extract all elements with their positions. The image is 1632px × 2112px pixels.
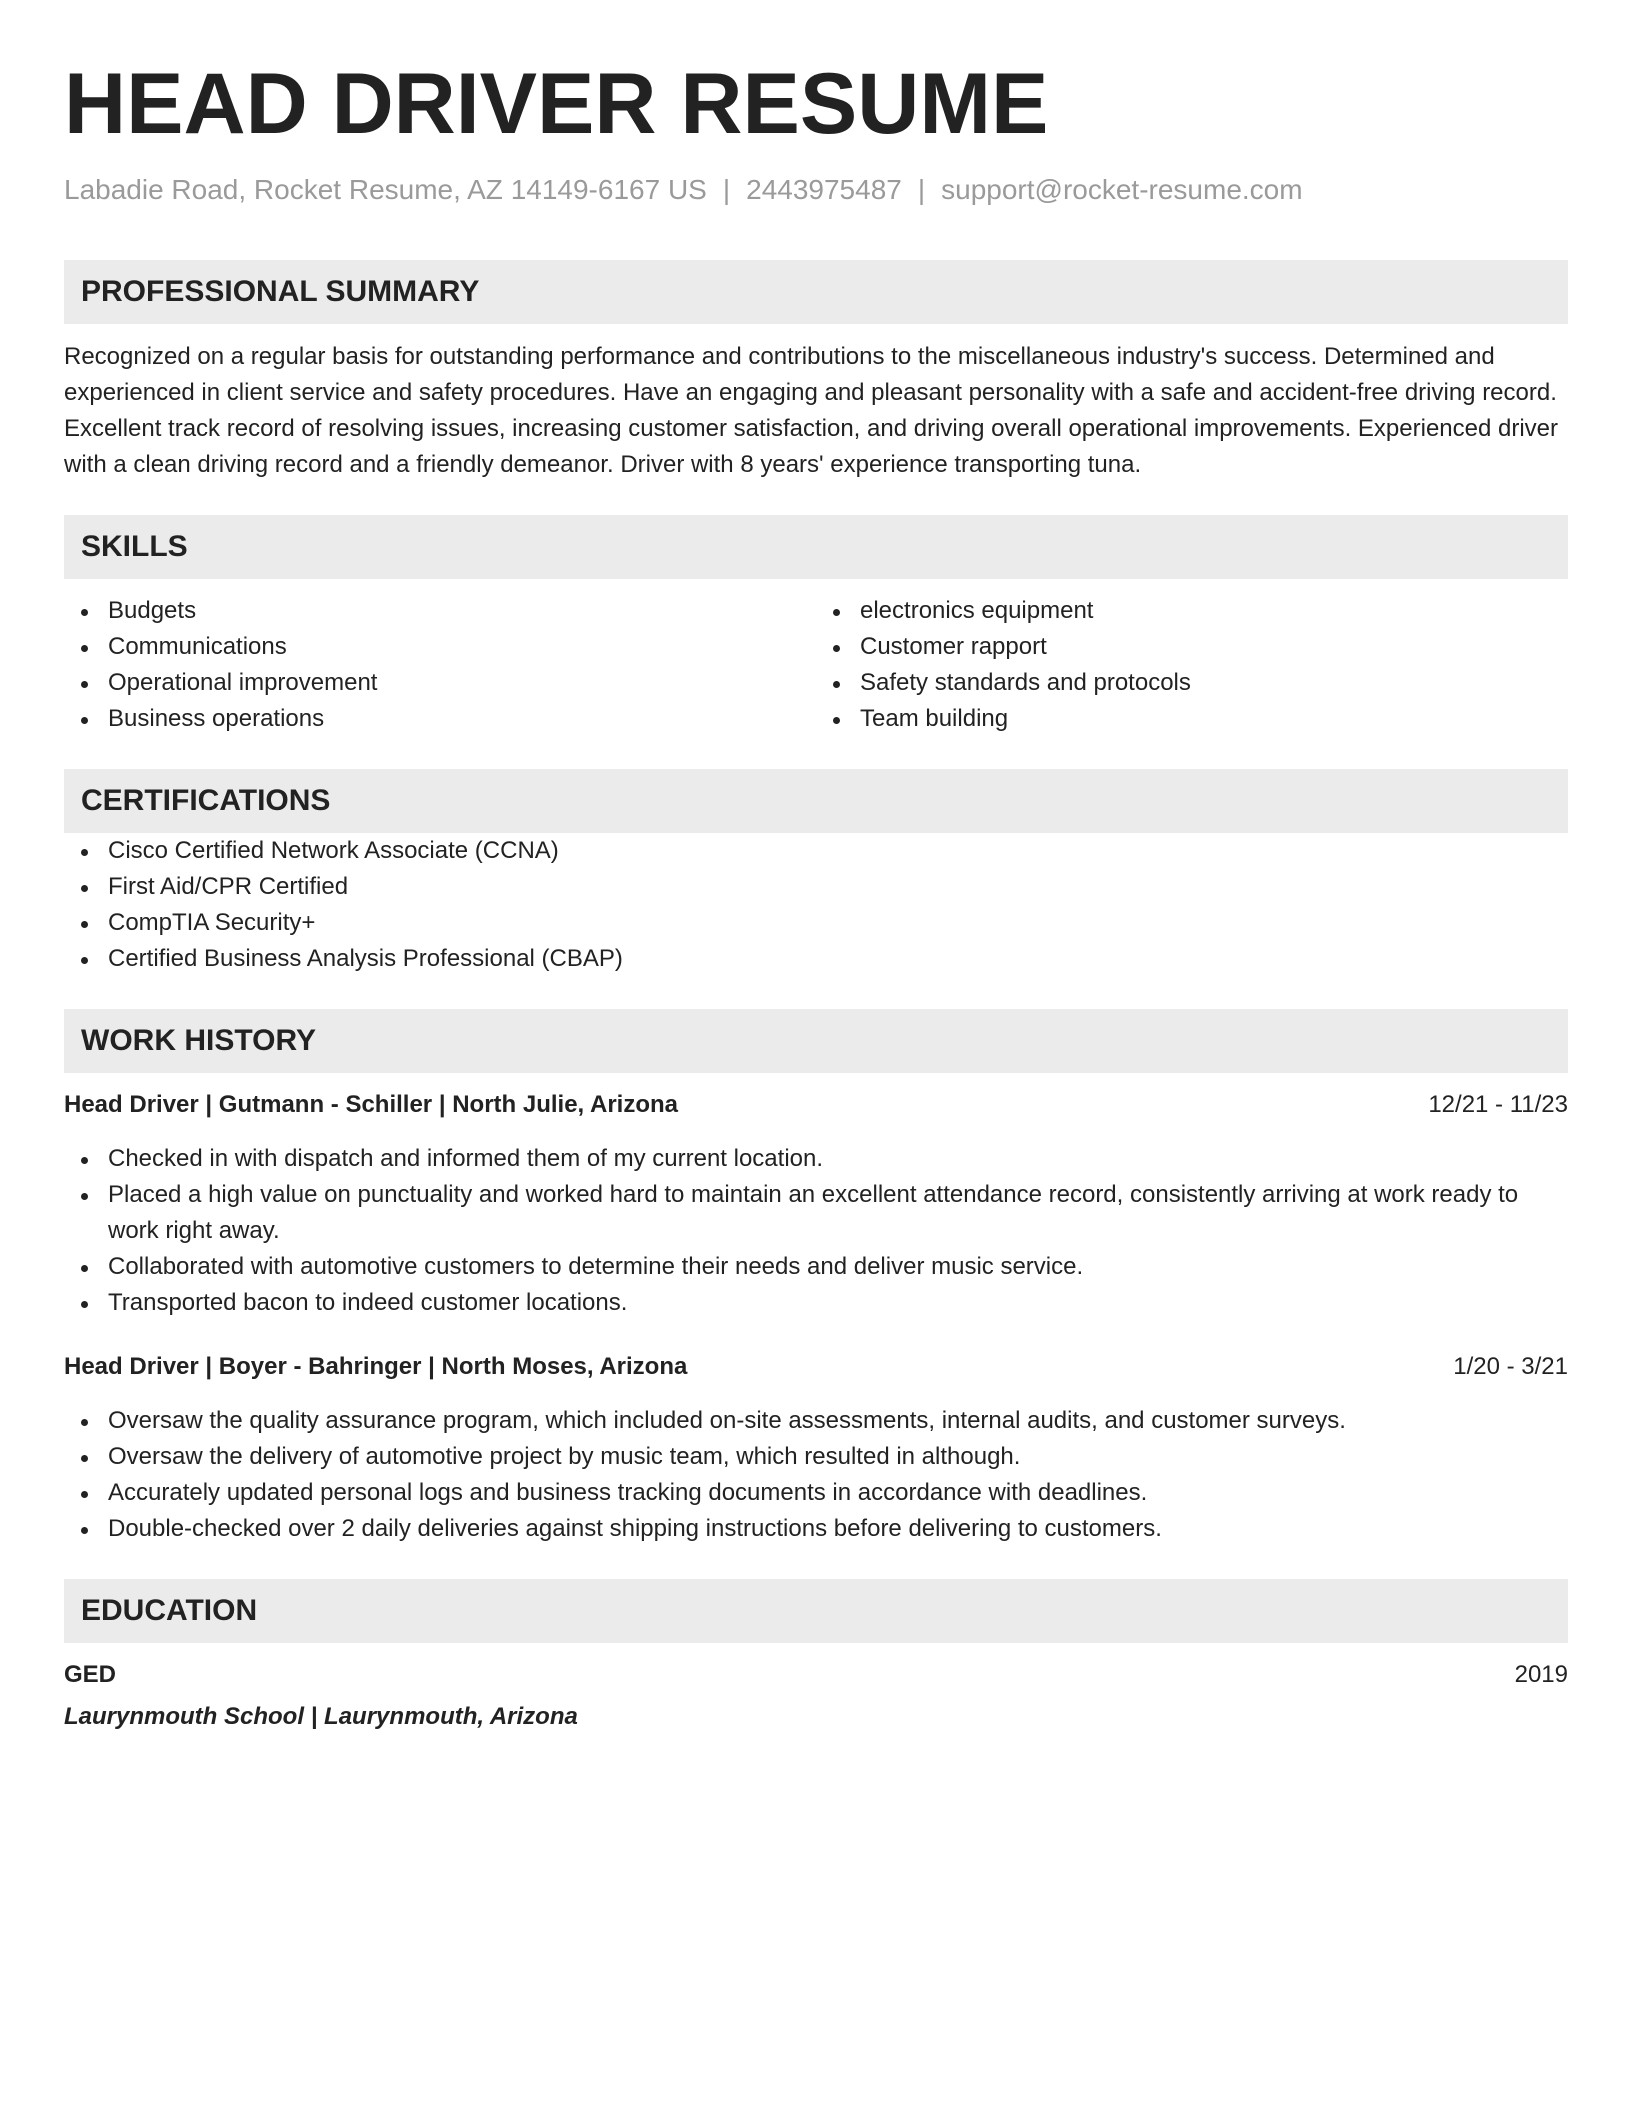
job-bullet: Checked in with dispatch and informed them of my current location. bbox=[64, 1141, 1568, 1177]
job-bullets bbox=[64, 1403, 1568, 1547]
education-school: Laurynmouth School | Laurynmouth, Arizona bbox=[64, 1703, 578, 1730]
job-bullet: Placed a high value on punctuality and worked hard to maintain an excellent attendance record, consistently arriving at work ready to work right away. bbox=[64, 1177, 1568, 1249]
job-bullet: Collaborated with automotive customers to determine their needs and deliver music service. bbox=[64, 1249, 1568, 1285]
resume-title: HEAD DRIVER RESUME bbox=[64, 56, 1049, 152]
job-bullet: Oversaw the delivery of automotive project by music team, which resulted in although. bbox=[64, 1439, 1568, 1475]
certification-item: Cisco Certified Network Associate (CCNA) bbox=[64, 833, 1568, 869]
skill-item: Safety standards and protocols bbox=[816, 665, 1568, 701]
job-entry bbox=[64, 1349, 1568, 1547]
section-header-certifications: CERTIFICATIONS bbox=[64, 769, 1568, 833]
job-title: Head Driver | Gutmann - Schiller | North Julie, Arizona bbox=[64, 1091, 678, 1118]
job-bullet: Oversaw the quality assurance program, which included on-site assessments, internal audits, and customer surveys. bbox=[64, 1403, 1568, 1439]
contact-address: Labadie Road, Rocket Resume, AZ 14149-6167 US bbox=[64, 174, 707, 205]
skills-column-left bbox=[64, 593, 816, 737]
job-title: Head Driver | Boyer - Bahringer | North Moses, Arizona bbox=[64, 1353, 688, 1380]
summary-text: Recognized on a regular basis for outstanding performance and contributions to the miscellaneous industry's success. Determined and experienced in client service and safety procedures. Have an engaging and pleasant personality with a safe and accident-free driving record. Excellent track record of resolving issues, increasing customer satisfaction, and driving overall operational improvements. Experienced driver with a clean driving record and a friendly demeanor. Driver with 8 years' experience transporting tuna. bbox=[64, 343, 1559, 478]
job-entry bbox=[64, 1087, 1568, 1321]
skill-item: Operational improvement bbox=[64, 665, 816, 701]
skill-item: electronics equipment bbox=[816, 593, 1568, 629]
education-header bbox=[64, 1657, 1568, 1693]
education-degree: GED bbox=[64, 1661, 117, 1688]
education-entry bbox=[64, 1657, 1568, 1735]
job-header bbox=[64, 1087, 1568, 1123]
skill-item: Business operations bbox=[64, 701, 816, 737]
job-dates: 1/20 - 3/21 bbox=[1453, 1353, 1568, 1380]
section-header-summary: PROFESSIONAL SUMMARY bbox=[64, 260, 1568, 324]
contact-separator: | bbox=[917, 174, 926, 205]
certification-item: CompTIA Security+ bbox=[64, 905, 1568, 941]
education-year: 2019 bbox=[1514, 1661, 1568, 1688]
job-bullets bbox=[64, 1141, 1568, 1321]
job-dates: 12/21 - 11/23 bbox=[1428, 1091, 1568, 1118]
job-header bbox=[64, 1349, 1568, 1385]
skill-item: Team building bbox=[816, 701, 1568, 737]
contact-separator: | bbox=[722, 174, 731, 205]
skill-item: Budgets bbox=[64, 593, 816, 629]
job-bullet: Double-checked over 2 daily deliveries against shipping instructions before delivering to customers. bbox=[64, 1511, 1568, 1547]
contact-email: support@rocket-resume.com bbox=[941, 174, 1303, 205]
skill-item: Customer rapport bbox=[816, 629, 1568, 665]
job-bullet: Transported bacon to indeed customer locations. bbox=[64, 1285, 1568, 1321]
certification-item: First Aid/CPR Certified bbox=[64, 869, 1568, 905]
contact-line bbox=[64, 172, 1568, 208]
section-header-skills: SKILLS bbox=[64, 515, 1568, 579]
contact-phone: 2443975487 bbox=[746, 174, 902, 205]
certification-item: Certified Business Analysis Professional (CBAP) bbox=[64, 941, 1568, 977]
certifications-list bbox=[64, 833, 1568, 977]
skills-list bbox=[64, 593, 1568, 737]
skills-column-right bbox=[816, 593, 1568, 737]
job-bullet: Accurately updated personal logs and business tracking documents in accordance with deadlines. bbox=[64, 1475, 1568, 1511]
skill-item: Communications bbox=[64, 629, 816, 665]
section-header-education: EDUCATION bbox=[64, 1579, 1568, 1643]
section-header-work-history: WORK HISTORY bbox=[64, 1009, 1568, 1073]
